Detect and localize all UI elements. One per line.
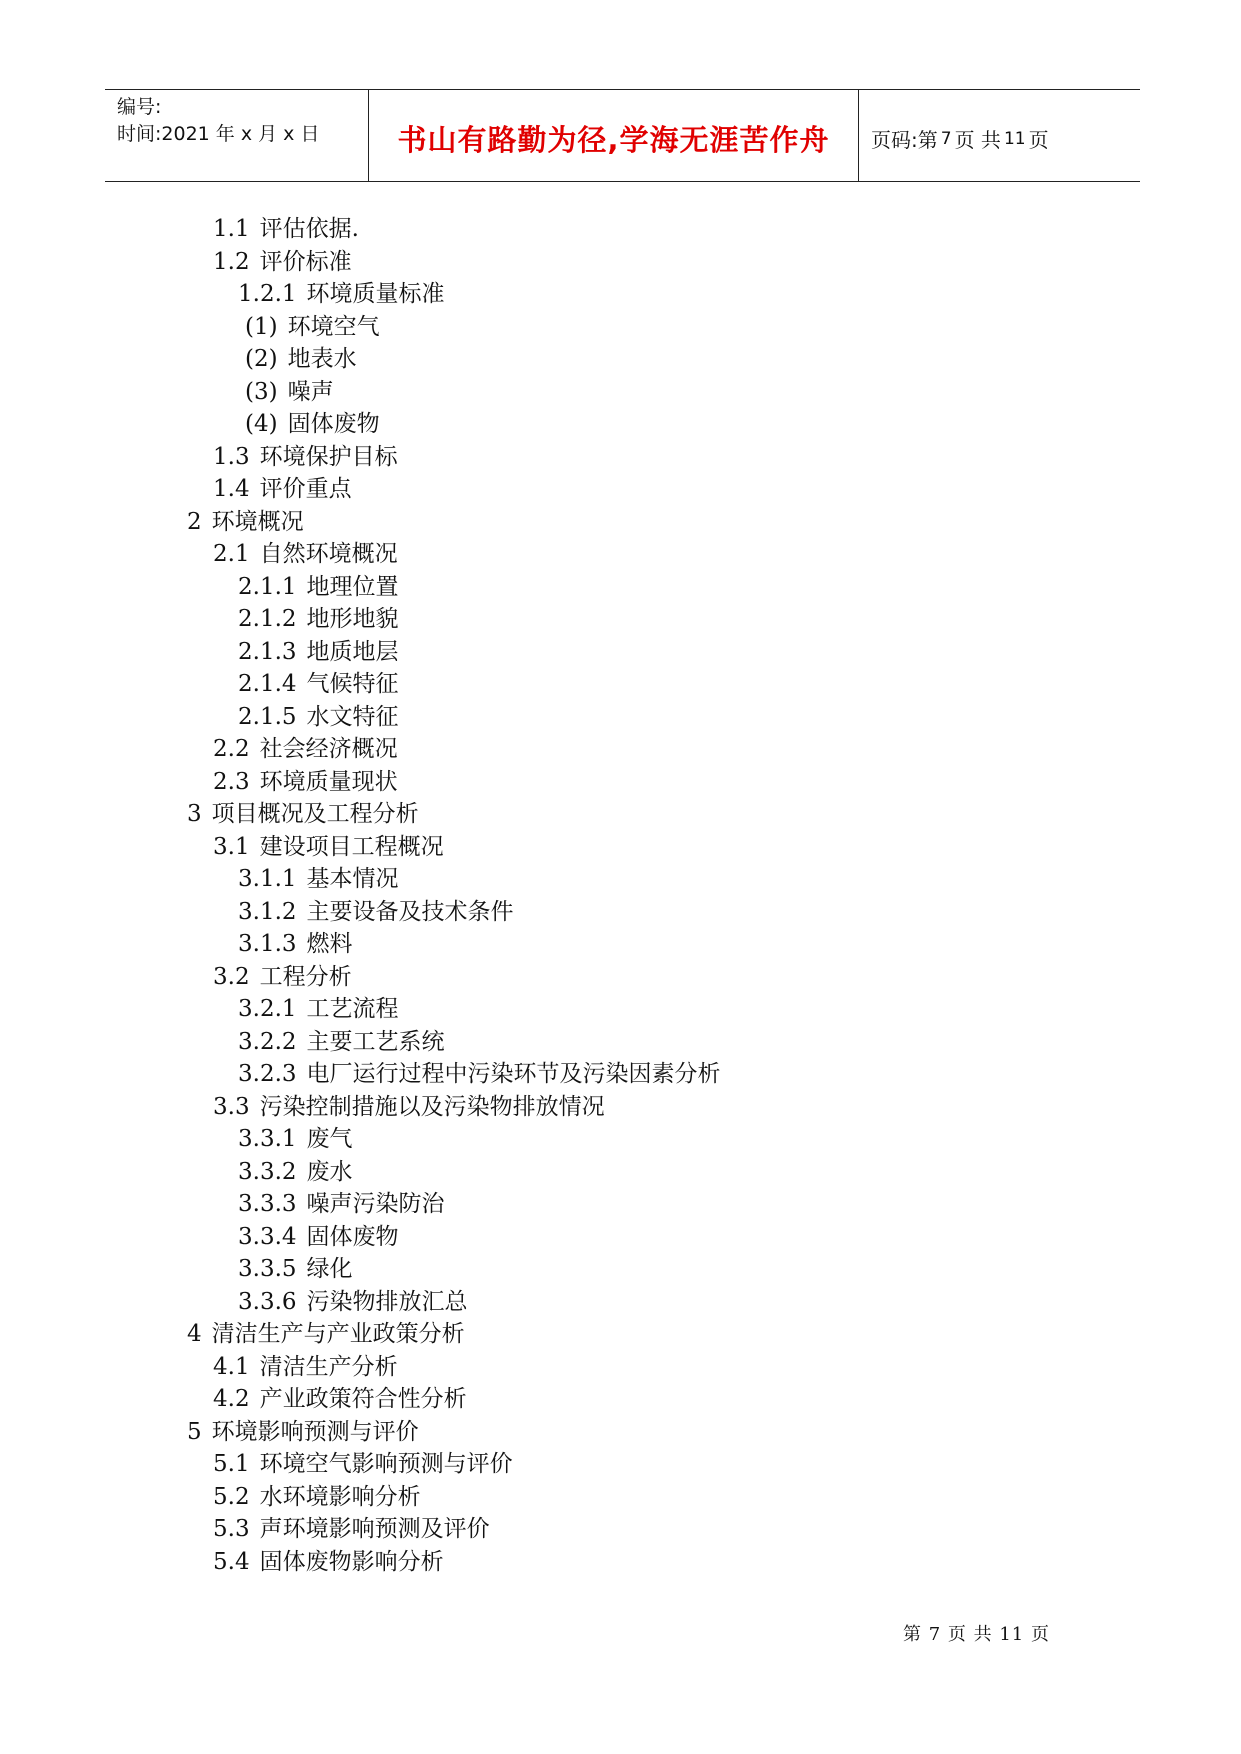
toc-entry-title: 废气 — [306, 1126, 353, 1152]
toc-entry — [0, 1286, 1241, 1319]
toc-entry — [0, 928, 1241, 961]
toc-entry — [0, 571, 1241, 604]
toc-entry-number: 3.3.3 — [238, 1191, 297, 1217]
toc-entry-title: 环境概况 — [211, 508, 304, 535]
toc-entry-title: 固体废物 — [287, 411, 380, 437]
toc-entry-title: 评价标准 — [259, 248, 352, 275]
toc-entry-number: 5 — [187, 1418, 202, 1445]
toc-entry-number: 2.3 — [213, 768, 250, 795]
toc-entry — [0, 733, 1241, 766]
toc-entry-number: 3.3.2 — [238, 1158, 297, 1185]
toc-entry — [0, 1351, 1241, 1384]
toc-entry — [0, 376, 1241, 409]
document-number-label: 编号: — [117, 96, 162, 118]
toc-entry-number: 5.1 — [213, 1451, 250, 1477]
page-total: 11 — [1003, 128, 1026, 149]
table-of-contents — [0, 213, 1241, 1578]
toc-entry-title: 自然环境概况 — [259, 541, 398, 567]
toc-entry-title: 污染物排放汇总 — [306, 1288, 468, 1315]
toc-entry-title: 清洁生产与产业政策分析 — [211, 1321, 465, 1347]
toc-entry — [0, 1416, 1241, 1449]
toc-entry-title: 废水 — [306, 1158, 353, 1185]
toc-entry-number: 3 — [187, 801, 202, 827]
toc-entry — [0, 1546, 1241, 1579]
toc-entry-title: 工艺流程 — [306, 996, 399, 1022]
toc-entry-title: 清洁生产分析 — [259, 1353, 398, 1380]
toc-entry-number: 3.2.1 — [238, 996, 297, 1022]
toc-entry — [0, 1188, 1241, 1221]
page-prefix: 页码:第 — [871, 128, 938, 152]
toc-entry-title: 噪声污染防治 — [306, 1191, 445, 1217]
toc-entry — [0, 961, 1241, 994]
page-mid: 页 共 — [954, 128, 1001, 152]
toc-entry-title: 环境质量现状 — [259, 768, 398, 795]
toc-entry — [0, 1383, 1241, 1416]
toc-entry — [0, 1318, 1241, 1351]
toc-entry — [0, 343, 1241, 376]
toc-entry-number: 2.2 — [213, 736, 250, 762]
toc-entry-title: 工程分析 — [259, 963, 352, 990]
toc-entry-title: 水文特征 — [306, 703, 399, 730]
toc-entry-number: 3.3.4 — [238, 1223, 297, 1250]
page-footer: 第 7 页 共 11 页 — [903, 1624, 1050, 1645]
toc-entry-number: 3.2.3 — [238, 1061, 297, 1087]
page-suffix: 页 — [1028, 128, 1049, 152]
toc-entry — [0, 798, 1241, 831]
toc-entry-title: 环境质量标准 — [306, 281, 445, 307]
toc-entry-title: 环境保护目标 — [259, 443, 398, 470]
toc-entry-title: 绿化 — [306, 1256, 353, 1282]
toc-entry-title: 固体废物影响分析 — [259, 1548, 444, 1575]
toc-entry — [0, 1221, 1241, 1254]
toc-entry-title: 环境空气影响预测与评价 — [259, 1451, 513, 1477]
page-header — [105, 89, 1140, 182]
toc-entry-number: 3.2 — [213, 963, 250, 990]
page-current: 7 — [940, 128, 952, 149]
toc-entry-title: 环境空气 — [287, 313, 380, 340]
toc-entry-title: 水环境影响分析 — [259, 1483, 421, 1510]
toc-entry-title: 地质地层 — [306, 638, 399, 665]
toc-entry-number: 1.3 — [213, 443, 250, 470]
toc-entry-number: 1.1 — [213, 216, 250, 242]
toc-entry-number: 1.2.1 — [238, 281, 297, 307]
toc-entry-title: 燃料 — [306, 931, 353, 957]
toc-entry-title: 地表水 — [287, 346, 357, 372]
toc-entry-number: (3) — [245, 378, 278, 405]
toc-entry-title: 主要工艺系统 — [306, 1028, 445, 1055]
toc-entry-title: 环境影响预测与评价 — [211, 1418, 419, 1445]
toc-entry — [0, 1253, 1241, 1286]
toc-entry — [0, 408, 1241, 441]
toc-entry — [0, 1513, 1241, 1546]
toc-entry-number: 1.2 — [213, 248, 250, 275]
toc-entry-number: 4 — [187, 1321, 202, 1347]
toc-entry-number: 2.1.2 — [238, 606, 297, 632]
toc-entry — [0, 896, 1241, 929]
toc-entry — [0, 1156, 1241, 1189]
toc-entry-title: 污染控制措施以及污染物排放情况 — [259, 1093, 605, 1120]
toc-entry-number: 3.1.1 — [238, 866, 297, 892]
toc-entry-title: 建设项目工程概况 — [259, 833, 444, 860]
header-meta — [105, 90, 369, 181]
toc-entry-number: 4.2 — [213, 1386, 250, 1412]
toc-entry — [0, 311, 1241, 344]
toc-entry-number: 2.1.5 — [238, 703, 297, 730]
toc-entry-title: 评估依据. — [259, 216, 359, 242]
toc-entry-title: 社会经济概况 — [259, 736, 398, 762]
toc-entry — [0, 1026, 1241, 1059]
toc-entry — [0, 701, 1241, 734]
toc-entry-number: 3.3.6 — [238, 1288, 297, 1315]
toc-entry-number: 2.1.3 — [238, 638, 297, 665]
toc-entry — [0, 213, 1241, 246]
toc-entry — [0, 473, 1241, 506]
toc-entry-title: 地形地貌 — [306, 606, 399, 632]
toc-entry-title: 噪声 — [287, 378, 334, 405]
toc-entry-number: 1.4 — [213, 476, 250, 502]
toc-entry — [0, 1448, 1241, 1481]
toc-entry — [0, 863, 1241, 896]
toc-entry — [0, 668, 1241, 701]
toc-entry-number: (2) — [245, 346, 278, 372]
toc-entry-number: 3.3.5 — [238, 1256, 297, 1282]
toc-entry-number: 5.4 — [213, 1548, 250, 1575]
toc-entry-title: 产业政策符合性分析 — [259, 1386, 467, 1412]
toc-entry-number: 5.3 — [213, 1516, 250, 1542]
toc-entry-number: 3.1 — [213, 833, 250, 860]
toc-entry-number: 3.3.1 — [238, 1126, 297, 1152]
document-time: 时间:2021 年 x 月 x 日 — [117, 123, 320, 145]
toc-entry — [0, 441, 1241, 474]
toc-entry-number: 4.1 — [213, 1353, 250, 1380]
header-motto: 书山有路勤为径,学海无涯苦作舟 — [369, 90, 859, 181]
toc-entry-title: 声环境影响预测及评价 — [259, 1516, 490, 1542]
toc-entry-title: 地理位置 — [306, 573, 399, 600]
toc-entry — [0, 766, 1241, 799]
toc-entry — [0, 831, 1241, 864]
toc-entry-number: 3.1.3 — [238, 931, 297, 957]
toc-entry-title: 基本情况 — [306, 866, 399, 892]
toc-entry — [0, 506, 1241, 539]
toc-entry-number: 3.2.2 — [238, 1028, 297, 1055]
toc-entry-number: 2 — [187, 508, 202, 535]
toc-entry — [0, 278, 1241, 311]
toc-entry — [0, 246, 1241, 279]
toc-entry-title: 主要设备及技术条件 — [306, 898, 514, 925]
toc-entry-title: 项目概况及工程分析 — [211, 801, 419, 827]
toc-entry — [0, 993, 1241, 1026]
toc-entry-number: (4) — [245, 411, 278, 437]
toc-entry-title: 电厂运行过程中污染环节及污染因素分析 — [306, 1061, 721, 1087]
toc-entry-number: 3.1.2 — [238, 898, 297, 925]
toc-entry — [0, 1058, 1241, 1091]
toc-entry — [0, 636, 1241, 669]
header-page-indicator — [859, 90, 1140, 181]
toc-entry — [0, 1123, 1241, 1156]
toc-entry-title: 固体废物 — [306, 1223, 399, 1250]
toc-entry-number: 5.2 — [213, 1483, 250, 1510]
toc-entry-number: (1) — [245, 313, 278, 340]
toc-entry-number: 2.1.1 — [238, 573, 297, 600]
toc-entry — [0, 538, 1241, 571]
toc-entry — [0, 1091, 1241, 1124]
toc-entry — [0, 1481, 1241, 1514]
toc-entry-number: 2.1 — [213, 541, 250, 567]
toc-entry — [0, 603, 1241, 636]
toc-entry-title: 评价重点 — [259, 476, 352, 502]
toc-entry-number: 2.1.4 — [238, 671, 297, 697]
toc-entry-title: 气候特征 — [306, 671, 399, 697]
toc-entry-number: 3.3 — [213, 1093, 250, 1120]
